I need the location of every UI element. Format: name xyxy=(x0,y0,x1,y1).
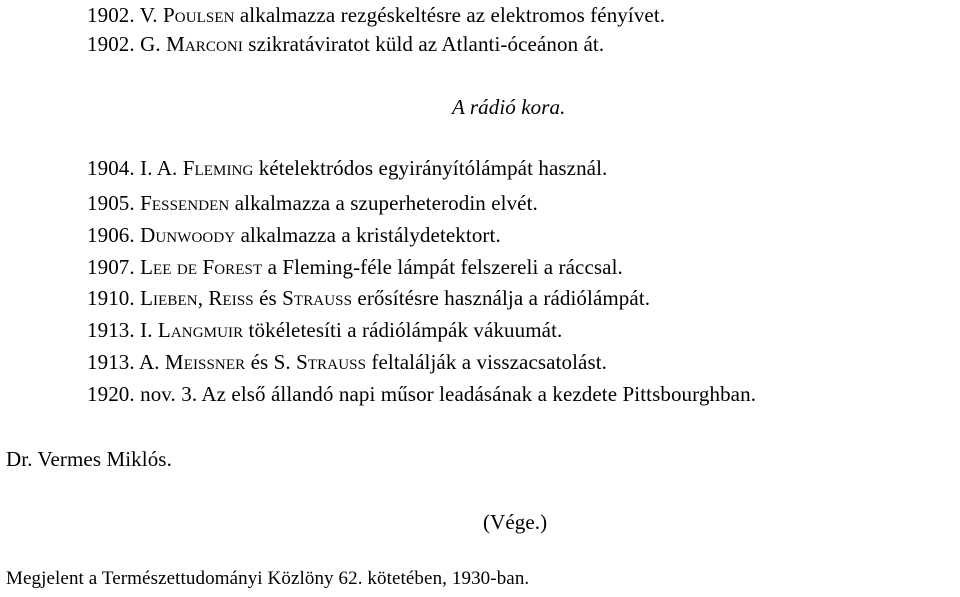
entry-lead: 1902. V. xyxy=(87,3,163,27)
entry-name: Meissner xyxy=(164,350,246,374)
timeline-entry-1902-marconi xyxy=(87,31,604,57)
entry-name: Poulsen xyxy=(162,3,235,27)
timeline-entry-1902-poulsen xyxy=(87,2,665,28)
timeline-entry-1907 xyxy=(87,254,623,280)
entry-name: Fleming xyxy=(182,156,254,180)
entry-text: erősítésre használja a rádiólámpát. xyxy=(352,286,651,310)
entry-lead: 1906. xyxy=(87,223,141,247)
publication-footer: Megjelent a Természettudományi Közlöny 62. kötetében, 1930-ban. xyxy=(6,568,530,589)
author-signature: Dr. Vermes Miklós. xyxy=(6,447,172,471)
entry-conjunction: és S. xyxy=(245,350,297,374)
entry-name: Dunwoody xyxy=(140,223,236,247)
entry-lead: 1902. G. xyxy=(87,32,167,56)
entry-name: Langmuir xyxy=(157,318,244,342)
entry-name: Lee de Forest xyxy=(140,255,263,279)
entry-name-2: Strauss xyxy=(282,286,353,310)
timeline-entry-1913-meissner xyxy=(87,349,607,375)
entry-lead: 1904. I. A. xyxy=(87,156,183,180)
entry-conjunction: és xyxy=(253,286,283,310)
entry-lead: 1907. xyxy=(87,255,141,279)
entry-text: alkalmazza rezgéskeltésre az elektromos fényívet. xyxy=(234,3,666,27)
timeline-entry-1906 xyxy=(87,222,501,248)
entry-text: tökéletesíti a rádiólámpák vákuumát. xyxy=(243,318,563,342)
end-mark: (Vége.) xyxy=(483,510,548,534)
entry-lead: 1910. xyxy=(87,286,141,310)
entry-lead: 1905. xyxy=(87,191,141,215)
entry-text: alkalmazza a kristálydetektort. xyxy=(235,223,501,247)
timeline-entry-1904 xyxy=(87,155,607,181)
entry-name: Fessenden xyxy=(140,191,230,215)
entry-text: alkalmazza a szuperheterodin elvét. xyxy=(229,191,538,215)
entry-text: a Fleming-féle lámpát felszereli a ráccsal. xyxy=(262,255,623,279)
entry-lead: 1913. A. xyxy=(87,350,165,374)
section-heading: A rádió kora. xyxy=(452,95,566,119)
entry-name: Lieben, Reiss xyxy=(140,286,254,310)
entry-text: szikratáviratot küld az Atlanti-óceánon át. xyxy=(242,32,605,56)
entry-name-2: Strauss xyxy=(296,350,367,374)
timeline-entry-1920 xyxy=(87,381,756,407)
timeline-entry-1910 xyxy=(87,285,650,311)
entry-text: feltalálják a visszacsatolást. xyxy=(366,350,608,374)
entry-lead: 1920. nov. 3. Az első állandó napi műsor leadásának a kezdete Pittsbourghban. xyxy=(87,382,757,406)
entry-text: kételektródos egyirányítólámpát használ. xyxy=(253,156,608,180)
entry-lead: 1913. I. xyxy=(87,318,158,342)
timeline-entry-1905 xyxy=(87,190,538,216)
entry-name: Marconi xyxy=(166,32,243,56)
timeline-entry-1913-langmuir xyxy=(87,317,562,343)
